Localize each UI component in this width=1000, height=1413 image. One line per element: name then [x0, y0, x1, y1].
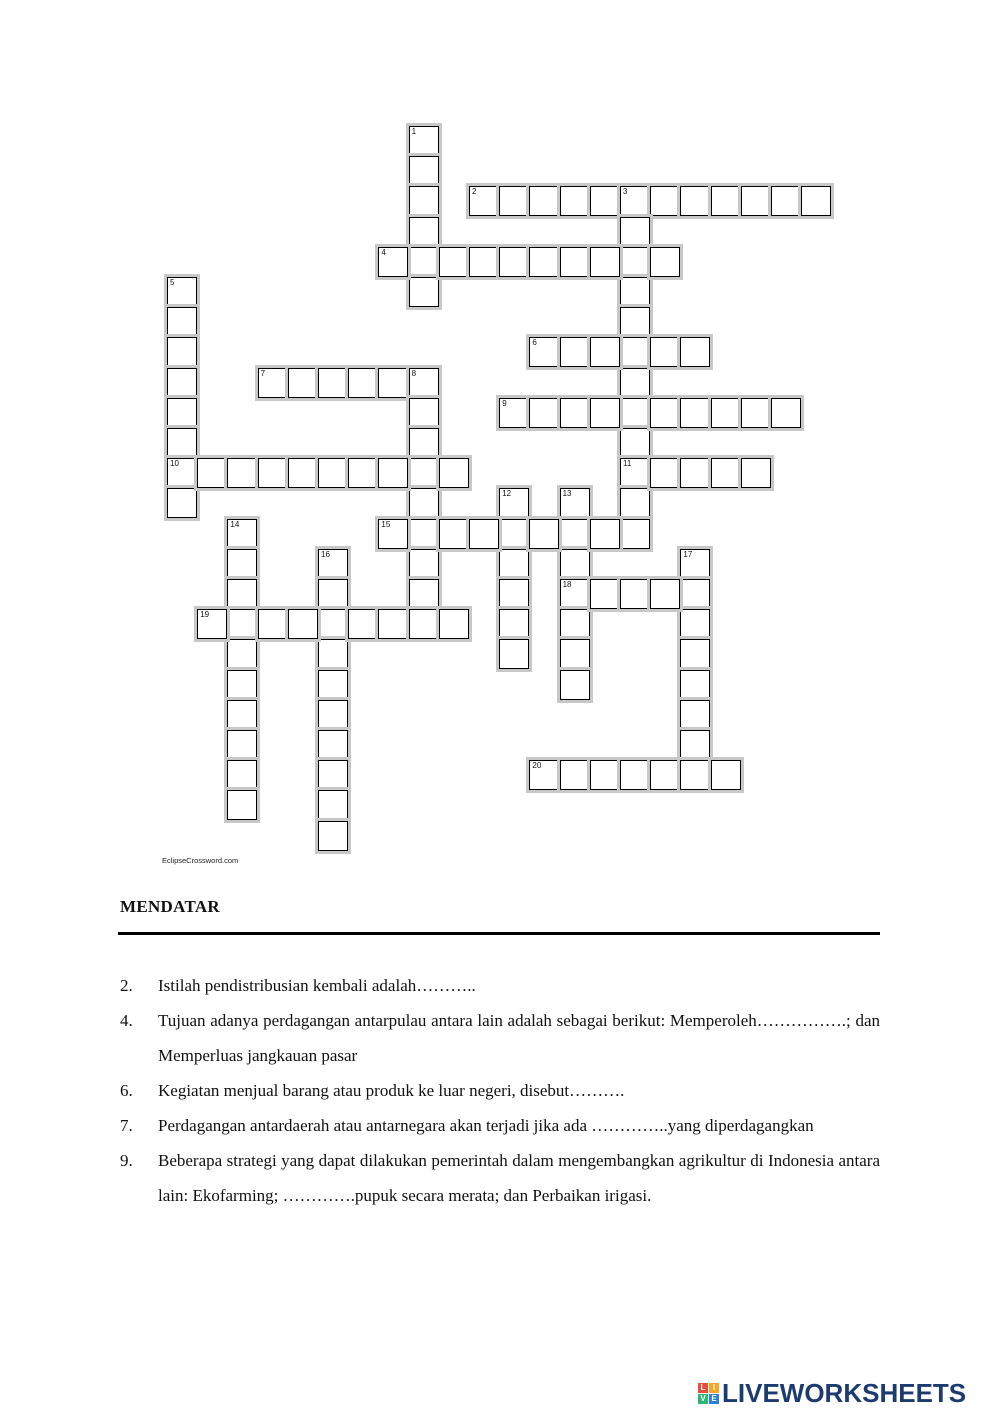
- crossword-cell[interactable]: [227, 639, 257, 669]
- crossword-cell[interactable]: [258, 368, 288, 398]
- crossword-cell[interactable]: [409, 277, 439, 307]
- crossword-cell[interactable]: [499, 488, 529, 518]
- cell-number: 17: [683, 549, 693, 559]
- crossword-cell[interactable]: [439, 247, 469, 277]
- crossword-cell[interactable]: [680, 639, 710, 669]
- crossword-cell[interactable]: [348, 609, 378, 639]
- clue-item: [120, 968, 880, 1003]
- crossword-cell[interactable]: [680, 700, 710, 730]
- crossword-cell[interactable]: [650, 458, 680, 488]
- crossword-cell[interactable]: [318, 790, 348, 820]
- cell-number: 13: [562, 489, 572, 499]
- crossword-cell[interactable]: [409, 579, 439, 609]
- crossword-cell[interactable]: [560, 247, 590, 277]
- cell-number: 14: [230, 519, 240, 529]
- cell-number: 20: [532, 761, 542, 771]
- crossword-cell[interactable]: [378, 368, 408, 398]
- cell-number: 5: [170, 278, 175, 287]
- crossword-cell[interactable]: [499, 579, 529, 609]
- crossword-cell[interactable]: [560, 670, 590, 700]
- crossword-cell[interactable]: [227, 730, 257, 760]
- section-title: MENDATAR: [120, 897, 220, 916]
- crossword-cell[interactable]: [590, 247, 620, 277]
- crossword-cell[interactable]: [680, 670, 710, 700]
- crossword-cell[interactable]: [620, 519, 650, 549]
- crossword-cell[interactable]: [590, 337, 620, 367]
- crossword-cell[interactable]: [771, 186, 801, 216]
- crossword-cell[interactable]: [560, 549, 590, 579]
- crossword-cell[interactable]: [620, 428, 650, 458]
- clue-text: Tujuan adanya perdagangan antarpulau antara lain adalah sebagai berikut: Memperoleh…………….; dan Memperluas jangkauan pasar: [158, 1011, 880, 1065]
- crossword-cell[interactable]: [318, 730, 348, 760]
- clue-item: [120, 1143, 880, 1213]
- crossword-cell[interactable]: [620, 488, 650, 518]
- crossword-cell[interactable]: [650, 760, 680, 790]
- crossword-cell[interactable]: [680, 186, 710, 216]
- crossword-cell[interactable]: [409, 488, 439, 518]
- crossword-cell[interactable]: [711, 186, 741, 216]
- crossword-cell[interactable]: [318, 609, 348, 639]
- logo-mark-letter: L: [698, 1383, 708, 1393]
- clue-text: Istilah pendistribusian kembali adalah………..: [158, 976, 476, 995]
- crossword-cell[interactable]: [227, 579, 257, 609]
- logo-mark-letter: V: [698, 1394, 708, 1404]
- crossword-cell[interactable]: [409, 126, 439, 156]
- crossword-cell[interactable]: [741, 398, 771, 428]
- crossword-cell[interactable]: [348, 368, 378, 398]
- crossword-cell[interactable]: [680, 730, 710, 760]
- crossword-cell[interactable]: [529, 337, 559, 367]
- crossword-cell[interactable]: [560, 609, 590, 639]
- crossword-cell[interactable]: [650, 186, 680, 216]
- crossword-cell[interactable]: [409, 156, 439, 186]
- crossword-cell[interactable]: [318, 760, 348, 790]
- crossword-cell[interactable]: [711, 398, 741, 428]
- crossword-cell[interactable]: [620, 337, 650, 367]
- crossword-cell[interactable]: [439, 458, 469, 488]
- crossword-cell[interactable]: [167, 307, 197, 337]
- crossword-cell[interactable]: [529, 398, 559, 428]
- logo-mark-letter: E: [709, 1394, 719, 1404]
- crossword-cell[interactable]: [409, 428, 439, 458]
- crossword-cell[interactable]: [529, 186, 559, 216]
- crossword-cell[interactable]: [650, 398, 680, 428]
- crossword-cell[interactable]: [590, 519, 620, 549]
- crossword-cell[interactable]: [620, 760, 650, 790]
- clue-text: Kegiatan menjual barang atau produk ke luar negeri, disebut……….: [158, 1081, 625, 1100]
- crossword-cell[interactable]: [409, 217, 439, 247]
- crossword-cell[interactable]: [469, 519, 499, 549]
- crossword-cell[interactable]: [227, 790, 257, 820]
- crossword-cell[interactable]: [378, 519, 408, 549]
- cell-number: 7: [260, 368, 266, 378]
- crossword-cell[interactable]: [499, 247, 529, 277]
- crossword-cell[interactable]: [167, 428, 197, 458]
- crossword-cell[interactable]: [650, 337, 680, 367]
- cell-number: 12: [502, 489, 512, 499]
- crossword-cell[interactable]: [318, 670, 348, 700]
- crossword-cell[interactable]: [409, 549, 439, 579]
- crossword-cell[interactable]: [680, 337, 710, 367]
- crossword-cell[interactable]: [318, 368, 348, 398]
- crossword-cell[interactable]: [409, 609, 439, 639]
- logo-mark-letter: I: [709, 1383, 719, 1393]
- crossword-cell[interactable]: [227, 609, 257, 639]
- crossword-cell[interactable]: [439, 609, 469, 639]
- cell-number: 3: [623, 187, 628, 197]
- crossword-cell[interactable]: [680, 579, 710, 609]
- crossword-cell[interactable]: [650, 247, 680, 277]
- crossword-cell[interactable]: [167, 488, 197, 518]
- crossword-cell[interactable]: [197, 609, 227, 639]
- crossword-cell[interactable]: [650, 579, 680, 609]
- crossword-cell[interactable]: [318, 549, 348, 579]
- cell-number: 9: [502, 398, 507, 408]
- crossword-cell[interactable]: [560, 337, 590, 367]
- crossword-cell[interactable]: [680, 549, 710, 579]
- crossword-cell[interactable]: [560, 760, 590, 790]
- crossword-cell[interactable]: [318, 821, 348, 851]
- clue-item: [120, 1108, 880, 1143]
- crossword-cell[interactable]: [409, 368, 439, 398]
- clue-number: 9.: [120, 1151, 133, 1170]
- crossword-cell[interactable]: [378, 247, 408, 277]
- crossword-cell[interactable]: [409, 458, 439, 488]
- cell-number: 8: [411, 368, 417, 378]
- clue-item: [120, 1073, 880, 1108]
- liveworksheets-logo: [698, 1378, 966, 1409]
- crossword-cell[interactable]: [499, 639, 529, 669]
- crossword-cell[interactable]: [439, 519, 469, 549]
- crossword-cell[interactable]: [529, 247, 559, 277]
- crossword-cell[interactable]: [590, 398, 620, 428]
- crossword-cell[interactable]: [711, 760, 741, 790]
- logo-text: LIVEWORKSHEETS: [722, 1378, 967, 1408]
- crossword-cell[interactable]: [167, 458, 197, 488]
- cell-number: 19: [200, 610, 210, 620]
- crossword-cell[interactable]: [167, 398, 197, 428]
- crossword-cell[interactable]: [288, 458, 318, 488]
- section-divider: [118, 932, 880, 935]
- crossword-cell[interactable]: [560, 639, 590, 669]
- crossword-cell[interactable]: [227, 670, 257, 700]
- crossword-cell[interactable]: [227, 700, 257, 730]
- crossword-cell[interactable]: [620, 579, 650, 609]
- cell-number: 10: [170, 459, 179, 469]
- crossword-cell[interactable]: [529, 519, 559, 549]
- cell-number: 11: [623, 459, 632, 469]
- logo-mark-icon: [698, 1383, 719, 1404]
- crossword-cell[interactable]: [499, 519, 529, 549]
- crossword-cell[interactable]: [378, 458, 408, 488]
- crossword-cell[interactable]: [409, 398, 439, 428]
- clue-text: Beberapa strategi yang dapat dilakukan pemerintah dalam mengembangkan agrikultur di Indonesia antara lain: Ekofarming; ………….pupuk secara merata; dan Perbaikan irigasi.: [158, 1151, 880, 1205]
- clue-number: 4.: [120, 1011, 133, 1030]
- crossword-cell[interactable]: [620, 277, 650, 307]
- clue-text: Perdagangan antardaerah atau antarnegara akan terjadi jika ada …………..yang diperdagangkan: [158, 1116, 814, 1135]
- crossword-cell[interactable]: [499, 609, 529, 639]
- crossword-cell[interactable]: [318, 579, 348, 609]
- crossword-cell[interactable]: [258, 458, 288, 488]
- crossword-cell[interactable]: [590, 186, 620, 216]
- crossword-cell[interactable]: [288, 368, 318, 398]
- clue-item: [120, 1003, 880, 1073]
- crossword-cell[interactable]: [227, 760, 257, 790]
- crossword-cell[interactable]: [258, 609, 288, 639]
- cell-number: 1: [411, 127, 417, 136]
- crossword-cell[interactable]: [590, 760, 620, 790]
- crossword-cell[interactable]: [741, 458, 771, 488]
- crossword-cell[interactable]: [560, 579, 590, 609]
- crossword-cell[interactable]: [560, 488, 590, 518]
- crossword-cell[interactable]: [227, 458, 257, 488]
- crossword-cell[interactable]: [680, 760, 710, 790]
- cell-number: 18: [562, 580, 572, 589]
- crossword-cell[interactable]: [560, 398, 590, 428]
- crossword-cell[interactable]: [620, 368, 650, 398]
- crossword-credit: EclipseCrossword.com: [162, 856, 239, 865]
- crossword-cell[interactable]: [378, 609, 408, 639]
- cell-number: 16: [321, 549, 330, 559]
- crossword-cell[interactable]: [680, 458, 710, 488]
- crossword-cell[interactable]: [529, 760, 559, 790]
- crossword-cell[interactable]: [620, 307, 650, 337]
- crossword-cell[interactable]: [288, 609, 318, 639]
- cell-number: 2: [472, 187, 477, 197]
- crossword-cell[interactable]: [167, 277, 197, 307]
- crossword-cell[interactable]: [409, 519, 439, 549]
- crossword-cell[interactable]: [469, 186, 499, 216]
- crossword-cell[interactable]: [409, 247, 439, 277]
- crossword-cell[interactable]: [680, 398, 710, 428]
- crossword-cell[interactable]: [499, 398, 529, 428]
- crossword-cell[interactable]: [620, 398, 650, 428]
- crossword-cell[interactable]: [167, 368, 197, 398]
- crossword-cell[interactable]: [318, 700, 348, 730]
- crossword-cell[interactable]: [560, 186, 590, 216]
- crossword-cell[interactable]: [771, 398, 801, 428]
- clue-number: 2.: [120, 976, 133, 995]
- cell-number: 15: [381, 519, 391, 529]
- crossword-cell[interactable]: [560, 519, 590, 549]
- crossword-cell[interactable]: [499, 186, 529, 216]
- crossword-cell[interactable]: [620, 186, 650, 216]
- crossword-cell[interactable]: [227, 549, 257, 579]
- crossword-cell[interactable]: [680, 609, 710, 639]
- crossword-cell[interactable]: [227, 519, 257, 549]
- crossword-cell[interactable]: [318, 458, 348, 488]
- crossword-cell[interactable]: [318, 639, 348, 669]
- crossword-cell[interactable]: [711, 458, 741, 488]
- cell-number: 6: [532, 338, 537, 348]
- crossword-cell[interactable]: [469, 247, 499, 277]
- crossword-cell[interactable]: [499, 549, 529, 579]
- clue-number: 6.: [120, 1081, 133, 1100]
- crossword-cell[interactable]: [620, 247, 650, 277]
- crossword-cell[interactable]: [620, 458, 650, 488]
- clue-list: [120, 968, 880, 1213]
- crossword-cell[interactable]: [409, 186, 439, 216]
- crossword-cell[interactable]: [590, 579, 620, 609]
- clue-number: 7.: [120, 1116, 133, 1135]
- crossword-cell[interactable]: [620, 217, 650, 247]
- crossword-cell[interactable]: [197, 458, 227, 488]
- crossword-cell[interactable]: [167, 337, 197, 367]
- crossword-cell[interactable]: [741, 186, 771, 216]
- crossword-cell[interactable]: [801, 186, 831, 216]
- crossword-cell[interactable]: [348, 458, 378, 488]
- cell-number: 4: [381, 247, 386, 257]
